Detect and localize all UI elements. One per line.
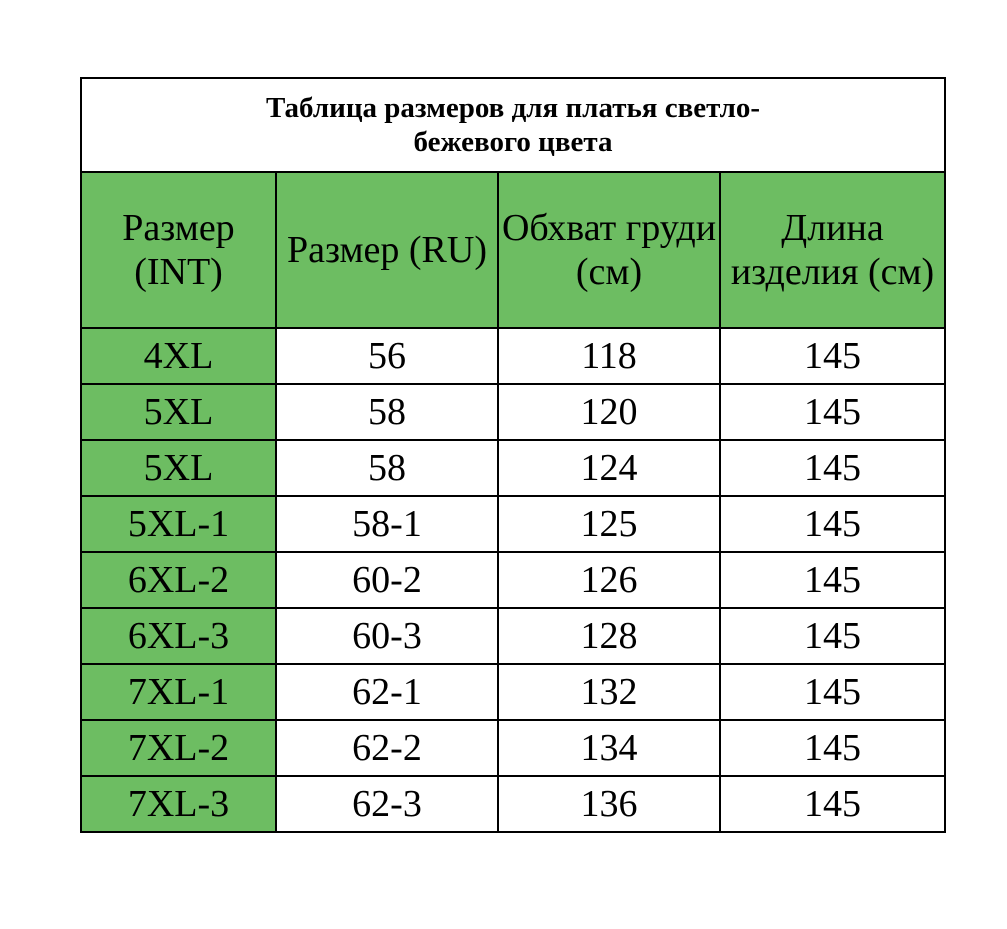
table-row — [81, 328, 945, 384]
table-row — [81, 720, 945, 776]
cell-size-int: 4XL — [81, 328, 276, 384]
table-row — [81, 776, 945, 832]
cell-chest: 120 — [498, 384, 720, 440]
cell-chest: 124 — [498, 440, 720, 496]
cell-length: 145 — [720, 776, 945, 832]
cell-size-int: 7XL-3 — [81, 776, 276, 832]
cell-size-int: 6XL-3 — [81, 608, 276, 664]
cell-length: 145 — [720, 552, 945, 608]
cell-size-int: 5XL — [81, 384, 276, 440]
cell-chest: 118 — [498, 328, 720, 384]
size-chart-table — [80, 77, 946, 833]
table-row — [81, 664, 945, 720]
cell-size-int: 7XL-1 — [81, 664, 276, 720]
table-title-row — [81, 78, 945, 172]
cell-size-int: 5XL-1 — [81, 496, 276, 552]
cell-size-ru: 58 — [276, 384, 498, 440]
cell-size-ru: 58 — [276, 440, 498, 496]
column-header-size-int: Размер (INT) — [81, 172, 276, 328]
table-row — [81, 440, 945, 496]
table-row — [81, 384, 945, 440]
cell-length: 145 — [720, 384, 945, 440]
cell-length: 145 — [720, 496, 945, 552]
table-header-row — [81, 172, 945, 328]
cell-chest: 126 — [498, 552, 720, 608]
table-row — [81, 608, 945, 664]
column-header-chest: Обхват груди (см) — [498, 172, 720, 328]
cell-length: 145 — [720, 328, 945, 384]
cell-size-ru: 62-1 — [276, 664, 498, 720]
cell-length: 145 — [720, 664, 945, 720]
cell-size-ru: 60-2 — [276, 552, 498, 608]
cell-size-ru: 62-3 — [276, 776, 498, 832]
cell-chest: 136 — [498, 776, 720, 832]
cell-size-ru: 58-1 — [276, 496, 498, 552]
cell-length: 145 — [720, 720, 945, 776]
cell-size-int: 6XL-2 — [81, 552, 276, 608]
cell-length: 145 — [720, 608, 945, 664]
cell-chest: 128 — [498, 608, 720, 664]
cell-size-ru: 56 — [276, 328, 498, 384]
table-body — [81, 328, 945, 832]
cell-size-int: 5XL — [81, 440, 276, 496]
cell-chest: 134 — [498, 720, 720, 776]
cell-size-ru: 60-3 — [276, 608, 498, 664]
cell-size-int: 7XL-2 — [81, 720, 276, 776]
cell-chest: 125 — [498, 496, 720, 552]
column-header-size-ru: Размер (RU) — [276, 172, 498, 328]
table-row — [81, 552, 945, 608]
table-title: Таблица размеров для платья светло-бежевого цвета — [81, 78, 945, 172]
table-row — [81, 496, 945, 552]
cell-chest: 132 — [498, 664, 720, 720]
column-header-length: Длина изделия (см) — [720, 172, 945, 328]
cell-length: 145 — [720, 440, 945, 496]
cell-size-ru: 62-2 — [276, 720, 498, 776]
